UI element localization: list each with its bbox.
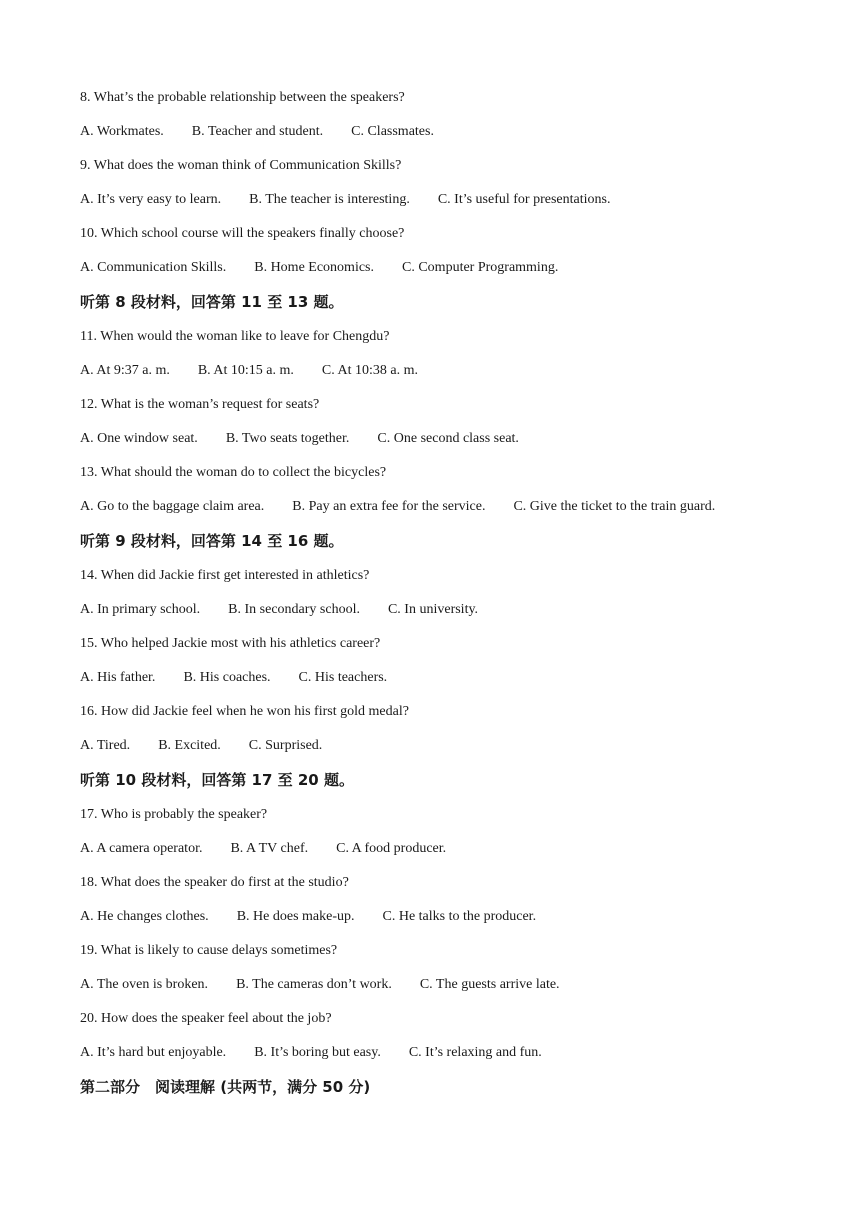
answer-option: B. Home Economics. <box>254 260 374 275</box>
answer-options <box>80 840 474 858</box>
question-text: 13. What should the woman do to collect the bicycles? <box>80 465 387 480</box>
answer-option: A. In primary school. <box>80 602 201 617</box>
answer-options <box>80 1044 570 1062</box>
answer-option: C. He talks to the producer. <box>382 909 537 924</box>
answer-option: A. It’s hard but enjoyable. <box>80 1045 227 1060</box>
answer-option: C. It’s relaxing and fun. <box>408 1045 542 1060</box>
question-text: 17. Who is probably the speaker? <box>80 807 268 822</box>
question-text: 18. What does the speaker do first at the studio? <box>80 875 349 890</box>
answer-option: B. At 10:15 a. m. <box>197 363 294 378</box>
answer-option: B. He does make-up. <box>236 909 355 924</box>
answer-option: C. His teachers. <box>298 670 388 685</box>
answer-option: C. In university. <box>387 602 479 617</box>
answer-option: C. One second class seat. <box>377 431 519 446</box>
answer-options <box>80 601 506 619</box>
question-text: 15. Who helped Jackie most with his athletics career? <box>80 636 381 651</box>
answer-option: B. Pay an extra fee for the service. <box>292 499 486 514</box>
answer-option: A. He changes clothes. <box>80 909 209 924</box>
answer-options <box>80 737 350 755</box>
answer-option: A. His father. <box>80 670 156 685</box>
answer-option: B. Teacher and student. <box>191 124 324 139</box>
answer-options <box>80 123 462 141</box>
answer-option: C. Give the ticket to the train guard. <box>513 499 716 514</box>
answer-option: B. Two seats together. <box>225 431 350 446</box>
answer-option: C. It’s useful for presentations. <box>437 192 611 207</box>
section-heading: 听第 10 段材料，回答第 17 至 20 题。 <box>80 771 354 789</box>
question-text: 8. What’s the probable relationship between the speakers? <box>80 90 405 105</box>
answer-options <box>80 976 588 994</box>
question-text: 9. What does the woman think of Communication Skills? <box>80 158 402 173</box>
question-text: 19. What is likely to cause delays sometimes? <box>80 943 338 958</box>
answer-options <box>80 191 638 209</box>
answer-option: A. A camera operator. <box>80 841 203 856</box>
answer-option: B. It’s boring but easy. <box>254 1045 381 1060</box>
answer-option: B. The teacher is interesting. <box>249 192 410 207</box>
answer-options <box>80 498 743 516</box>
answer-options <box>80 430 547 448</box>
answer-option: B. In secondary school. <box>228 602 360 617</box>
answer-options <box>80 259 586 277</box>
section-heading: 听第 8 段材料，回答第 11 至 13 题。 <box>80 293 344 311</box>
answer-option: C. Classmates. <box>351 124 434 139</box>
answer-options <box>80 362 446 380</box>
question-text: 20. How does the speaker feel about the job? <box>80 1011 332 1026</box>
answer-options <box>80 669 415 687</box>
question-text: 14. When did Jackie first get interested in athletics? <box>80 568 370 583</box>
answer-option: C. A food producer. <box>336 841 447 856</box>
answer-option: A. Communication Skills. <box>80 260 227 275</box>
question-text: 11. When would the woman like to leave for Chengdu? <box>80 329 390 344</box>
answer-option: B. Excited. <box>158 738 221 753</box>
answer-option: A. The oven is broken. <box>80 977 209 992</box>
answer-option: C. At 10:38 a. m. <box>321 363 418 378</box>
answer-options <box>80 908 564 926</box>
section-heading: 听第 9 段材料，回答第 14 至 16 题。 <box>80 532 344 550</box>
answer-option: A. Tired. <box>80 738 131 753</box>
answer-option: C. Computer Programming. <box>402 260 559 275</box>
answer-option: B. A TV chef. <box>230 841 309 856</box>
answer-option: C. Surprised. <box>248 738 323 753</box>
answer-option: B. His coaches. <box>183 670 271 685</box>
answer-option: B. The cameras don’t work. <box>236 977 392 992</box>
answer-option: A. Workmates. <box>80 124 164 139</box>
answer-option: A. At 9:37 a. m. <box>80 363 170 378</box>
answer-option: A. Go to the baggage claim area. <box>80 499 265 514</box>
answer-option: A. It’s very easy to learn. <box>80 192 222 207</box>
answer-option: A. One window seat. <box>80 431 198 446</box>
question-text: 10. Which school course will the speakers finally choose? <box>80 226 405 241</box>
question-text: 16. How did Jackie feel when he won his first gold medal? <box>80 704 409 719</box>
question-text: 12. What is the woman’s request for seats? <box>80 397 320 412</box>
section-heading: 第二部分 阅读理解 (共两节，满分 50 分) <box>80 1078 371 1096</box>
answer-option: C. The guests arrive late. <box>419 977 560 992</box>
